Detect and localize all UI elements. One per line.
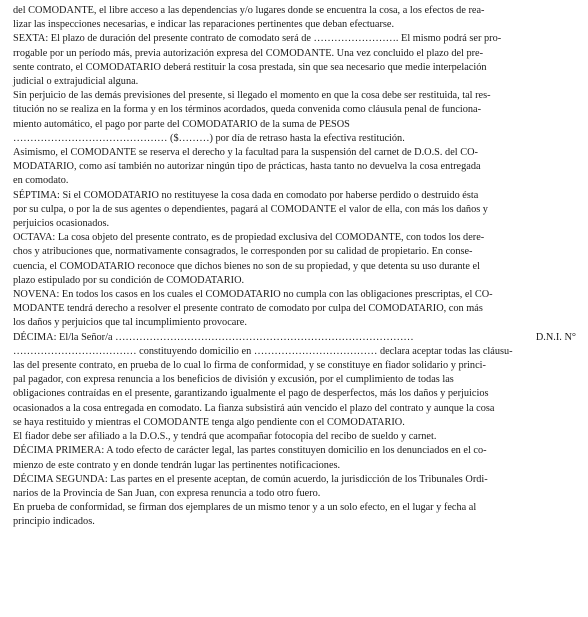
- closing-paragraph: En prueba de conformidad, se firman dos ejemplares de un mismo tenor y a un solo efecto, en el lugar y fecha al principio indicados.: [13, 502, 477, 528]
- clause-novena: NOVENA: En todos los casos en los cuales el COMODATARIO no cumpla con las obligaciones prescriptas, el CO- MODANTE tendrá derecho a resolver el presente contrato de comodato por culpa del COMODATARIO, con más los daños y perjuicios que tal incumplimiento provocare.: [13, 289, 493, 329]
- decima-dni-label: D.N.I. N°: [535, 331, 576, 343]
- clause-decima-segunda: DÉCIMA SEGUNDA: Las partes en el presente aceptan, de común acuerdo, la jurisdicción de los Tribunales Ordi- narios de la Provincia de San Juan, con expresa renuncia a todo otro fuero.: [13, 473, 488, 499]
- clause-septima: SÉPTIMA: Si el COMODATARIO no restituyese la cosa dada en comodato por haberse perdido o destruido ésta por su culpa, o por la de sus agentes o dependientes, pagará al COMODANTE el valor de ella, con más los daños y perjuicios ocasionados.: [13, 189, 488, 230]
- clause-decima-header: [13, 331, 576, 345]
- decima-guarantor-line: DÉCIMA: El/la Señor/a ……………………………………………………………………………: [13, 331, 414, 343]
- suspension-paragraph: Asimismo, el COMODANTE se reserva el derecho y la facultad para la suspensión del carnet de D.O.S. del CO- MODATARIO, como así también no autorizar ningún tipo de prácticas, hasta tanto no devuelva la cosa entregada en comodato.: [13, 147, 481, 187]
- penalty-paragraph: Sin perjuicio de las demás previsiones del presente, si llegado el momento en que la cosa debe ser restituida, tal res- titución no se realiza en la forma y en los términos acordados, queda convenida como cláusula penal de funciona- miento automático, el pago por parte del COMODATARIO de la suma de PESOS ……………………………………… ($………) por día de retraso hasta la efectiva restitución.: [13, 90, 491, 144]
- clause-octava: OCTAVA: La cosa objeto del presente contrato, es de propiedad exclusiva del COMODANTE, con todos los dere- chos y atribuciones que, normativamente consagrados, le corresponden por su calidad de propietario. En conse- cuencia, el COMODATARIO reconoce que dichos bienes no son de su propiedad, y que detenta su uso durante el plazo estipulado por su condición de COMODATARIO.: [13, 232, 485, 286]
- clause-sexta: SEXTA: El plazo de duración del presente contrato de comodato será de ……………………. El mismo podrá ser pro- rrogable por un período más, previa autorización expresa del COMODANTE. Una vez concluido el plazo del pre- sente contrato, el COMODATARIO deberá restituir la cosa prestada, sin que sea necesario que medie interpelación judicial o extrajudicial alguna.: [13, 33, 502, 88]
- intro-paragraph: del COMODANTE, el libre acceso a las dependencias y/o lugares donde se encuentra la cosa, a los efectos de rea- lizar las inspecciones necesarias, e indicar las reparaciones pertinentes que deban efectuarse.: [13, 5, 485, 31]
- guarantor-requirement: El fiador debe ser afiliado a la D.O.S., y tendrá que acompañar fotocopia del recibo de sueldo y carnet.: [13, 431, 437, 443]
- clause-decima: ……………………………… constituyendo domicilio en ……………………………… declara aceptar todas las cláusu- las del presente contrato, en prueba de lo cual lo firma de conformidad, y se constituye en fiador solidario y princi- pal pagador, con expresa renuncia a los beneficios de división y excusión, por el cumplimiento de todas las obligaciones contraídas en el presente, garantizando igualmente el pago de desperfectos, más los daños y perjuicios ocasionados a la cosa entregada en comodato. La fianza subsistirá aún vencido el plazo del contrato y aunque la cosa se haya restituido y mientras el COMODANTE tenga algo pendiente con el COMODATARIO.: [13, 345, 513, 428]
- clause-decima-primera: DÉCIMA PRIMERA: A todo efecto de carácter legal, las partes constituyen domicilio en los denunciados en el co- mienzo de este contrato y en donde tendrán lugar las pertinentes notificaciones.: [13, 445, 487, 471]
